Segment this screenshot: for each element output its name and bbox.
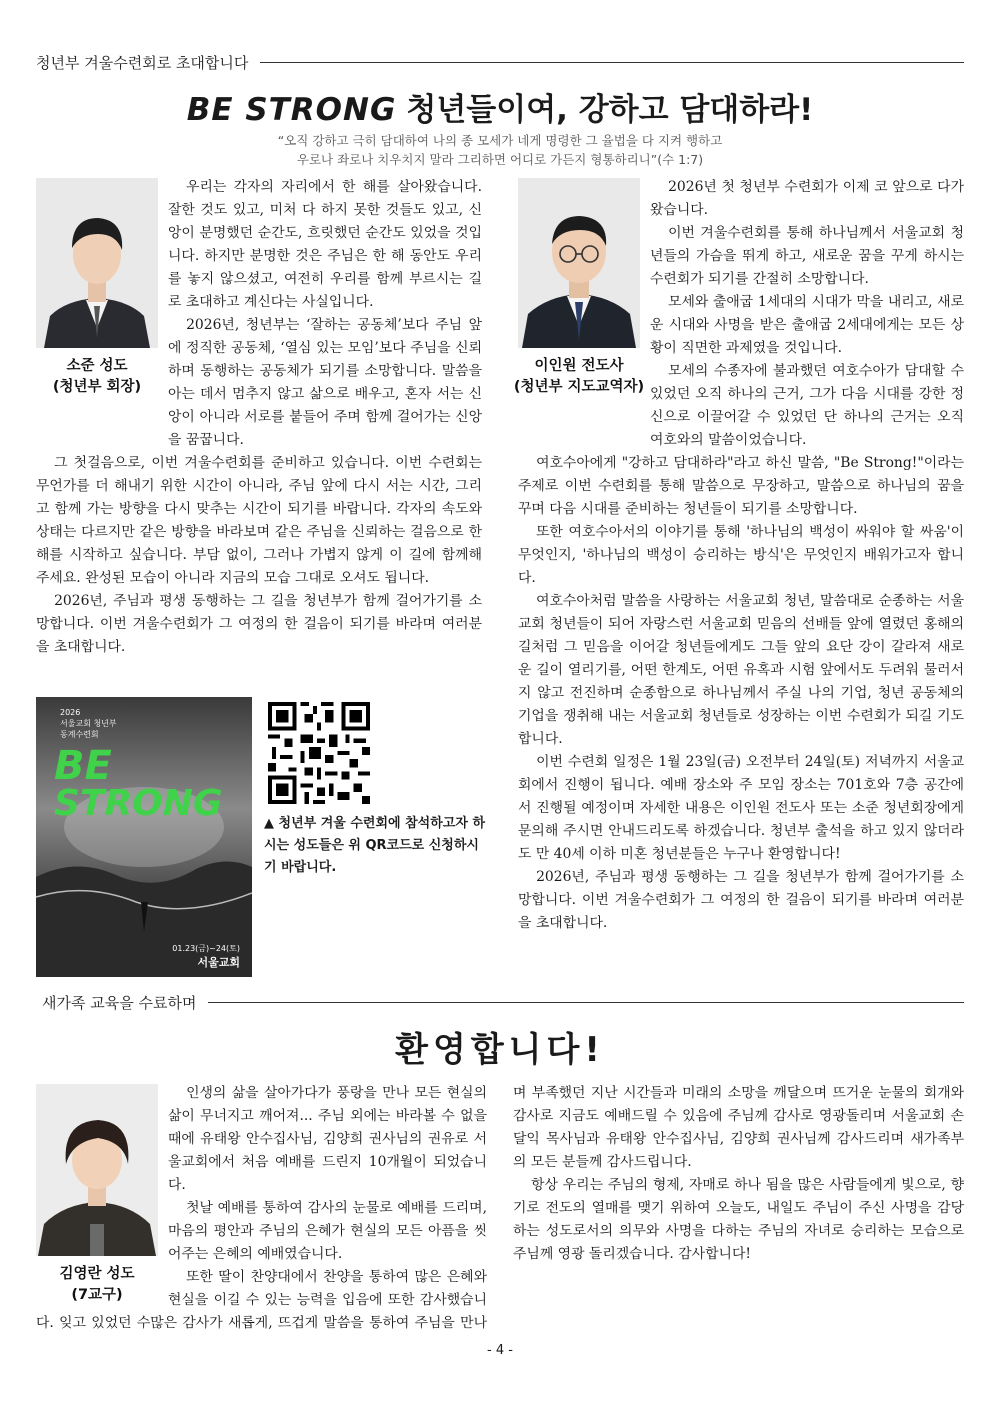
right-article-text: [518, 176, 964, 935]
section-header-label: 청년부 겨울수련회로 초대합니다: [36, 54, 249, 72]
poster-title: [54, 743, 223, 824]
qr-code-icon: [268, 702, 370, 804]
section-header: [36, 52, 964, 73]
author-role: (7교구): [71, 1287, 123, 1303]
paragraph: 이번 수련회 일정은 1월 23일(금) 오전부터 24일(토) 저녁까지 서울교회에서 진행이 됩니다. 예배 장소와 주 모임 장소는 701호와 7층 공간에서 진행될 예정이며 자세한 내용은 이인원 전도사 또는 소준 청년회장에게 문의해 주시면 안내드리도록 하겠습니다. 청년부 출석을 하고 있지 않더라도 만 40세 이하 미혼 청년분들은 누구나 환영합니다!: [518, 754, 964, 862]
paragraph: 우리는 각자의 자리에서 한 해를 살아왔습니다. 잘한 것도 있고, 미처 다 하지 못한 것들도 있고, 신앙이 분명했던 순간도, 흐릿했던 순간도 있었을 것입니다. 하지만 분명한 것은 주님은 한 해 동안도 우리를 놓지 않으셨고, 여전히 우리를 함께 부르시는 길로 초대하고 계신다는 사실입니다.: [168, 179, 482, 310]
section-header: [42, 992, 964, 1013]
poster-title-strong: STRONG: [54, 783, 223, 824]
author-name: 소준 성도: [66, 358, 128, 374]
paragraph: 여호수아에게 "강하고 담대하라"라고 하신 말씀, "Be Strong!"이라는 주제로 이번 수련회를 통해 말씀으로 무장하고, 말씀으로 하나님의 꿈을 꾸며 다음 시대를 준비하는 청년들이 되기를 소망합니다.: [518, 455, 964, 517]
qr-code[interactable]: [268, 702, 370, 804]
title-be-strong: BE STRONG: [186, 92, 397, 128]
paragraph: 이번 겨울수련회를 통해 하나님께서 서울교회 청년들의 가슴을 뛰게 하고, 새로운 꿈을 꾸게 하시는 수련회가 되기를 간절히 소망합니다.: [650, 225, 964, 287]
section-header-rule: [208, 1002, 964, 1003]
page-title: [0, 84, 1000, 129]
verse-line-1: “오직 강하고 극히 담대하여 나의 종 모세가 네게 명령한 그 율법을 다 지켜 행하고: [277, 133, 723, 148]
photo-spacer: [36, 1082, 168, 1310]
paragraph: 2026년, 주님과 평생 동행하는 그 길을 청년부가 함께 걸어가기를 소망합니다. 이번 겨울수련회가 그 여정의 한 걸음이 되기를 바라며 여러분을 초대합니다.: [36, 593, 482, 655]
poster-title-be: BE: [54, 743, 112, 789]
author-name: 김영란 성도: [59, 1266, 135, 1282]
paragraph: 2026년, 청년부는 ‘잘하는 공동체’보다 주님 앞에 정직한 공동체, ‘열심 있는 모임’보다 주님을 신뢰하며 동행하는 공동체가 되기를 소망합니다. 말씀을 아는 데서 멈추지 않고 삶으로 배우고, 혼자 서는 신앙이 아니라 서로를 붙들어 주며 함께 걸어가는 신앙을 꿈꿉니다.: [168, 317, 482, 448]
poster-date: 01.23(금)~24(토): [172, 944, 240, 953]
paragraph: 첫날 예배를 통하여 감사의 눈물로 예배를 드리며, 마음의 평안과 주님의 은혜가 현실의 모든 아픔을 씻어주는 은혜의 예배였습니다.: [168, 1200, 487, 1262]
section-header-label: 새가족 교육을 수료하며: [42, 994, 197, 1012]
paragraph: 모세의 수종자에 불과했던 여호수아가 담대할 수 있었던 오직 하나의 근거, 그가 다음 시대를 강한 정신으로 이끌어갈 수 있었던 단 하나의 근거는 오직 여호와의 말씀이었습니다.: [650, 363, 964, 448]
poster-footer: [172, 943, 240, 970]
poster-church: 서울교회 청년부: [60, 719, 117, 728]
author-role: (청년부 지도교역자): [513, 379, 645, 395]
photo-spacer: [518, 176, 650, 442]
section-header-rule: [260, 62, 964, 63]
poster-venue: 서울교회: [197, 956, 240, 969]
author-role: (청년부 회장): [52, 379, 142, 395]
bottom-article-text: [36, 1082, 964, 1342]
welcome-title: 환영합니다!: [395, 1030, 605, 1070]
left-article-text: [36, 176, 482, 659]
poster-year: 2026: [60, 708, 81, 717]
author-name: 이인원 전도사: [534, 358, 624, 374]
paragraph: 또한 여호수아서의 이야기를 통해 '하나님의 백성이 싸워야 할 싸움'이 무엇인지, '하나님의 백성이 승리하는 방식'은 무엇인지 배워가고자 합니다.: [518, 524, 964, 586]
paragraph: 인생의 삶을 살아가다가 풍랑을 만나 모든 현실의 삶이 무너지고 깨어져... 주님 외에는 바라볼 수 없을 때에 유태왕 안수집사님, 김양희 권사님의 권유로 서울교회에서 처음 예배를 드린지 10개월이 되었습니다.: [168, 1085, 487, 1193]
title-main: 청년들이여, 강하고 담대하라!: [406, 92, 814, 128]
photo-spacer: [36, 176, 168, 442]
paragraph: 모세와 출애굽 1세대의 시대가 막을 내리고, 새로운 시대와 사명을 받은 출애굽 2세대에게는 모든 상황이 직면한 과제였을 것입니다.: [650, 294, 964, 356]
retreat-poster: [36, 697, 252, 977]
bible-verse: [0, 131, 1000, 169]
paragraph: 2026년, 주님과 평생 동행하는 그 길을 청년부가 함께 걸어가기를 소망합니다. 이번 겨울수련회가 그 여정의 한 걸음이 되기를 바라며 여러분을 초대합니다.: [518, 869, 964, 931]
paragraph: 또한 딸이 찬양대에서 찬양을 통하여 많은 은혜와 현실을 이길 수 있는 능력을 입음에 또한 감사했습니다. 잊고 있었던 수많은 감사가 새롭게, 뜨겁게 말씀을 통하여 주님을 만나며 부족했던 지난 시간들과 미래의 소망을 깨달으며 뜨거운 눈물의 회개와 감사로 지금도 예배드릴 수 있음에 주님께 감사로 영광돌리며 서울교회 손달익 목사님과 유태왕 안수집사님, 김양희 권사님께 감사드리며 새가족부의 모든 분들께 감사드립니다.: [36, 1085, 964, 1331]
paragraph: 2026년 첫 청년부 수련회가 이제 코 앞으로 다가왔습니다.: [650, 179, 964, 218]
poster-event: 동계수련회: [60, 730, 99, 739]
page-number: - 4 -: [487, 1343, 513, 1358]
verse-line-2: 우로나 좌로나 치우치지 말라 그리하면 어디로 가든지 형통하리니”(수 1:7): [296, 152, 704, 167]
qr-caption: ▲ 청년부 겨울 수련회에 참석하고자 하시는 성도들은 위 QR코드로 신청하시기 바랍니다.: [264, 816, 485, 875]
paragraph: 여호수아처럼 말씀을 사랑하는 서울교회 청년, 말씀대로 순종하는 서울교회 청년들이 되어 자랑스런 서울교회 믿음의 선배들 앞에 열렸던 홍해의 길처럼 그 믿음을 이어갈 청년들에게도 그들 앞의 요단 강이 갈라져 새로운 길이 열리기를, 어떤 한계도, 어떤 유혹과 시험 앞에서도 두려워 물러서지 않고 전진하며 순종함으로 하나님께서 주실 나의 기업, 청년 공동체의 기업을 쟁취해 내는 서울교회 청년들로 성장하는 이번 수련회가 되길 기도합니다.: [518, 593, 964, 747]
paragraph: 그 첫걸음으로, 이번 겨울수련회를 준비하고 있습니다. 이번 수련회는 무언가를 더 해내기 위한 시간이 아니라, 주님 앞에 다시 서는 시간, 그리고 함께 가는 방향을 다시 맞추는 시간이 되기를 바랍니다. 각자의 속도와 상태는 다르지만 같은 방향을 바라보며 같은 주님을 신뢰하는 걸음으로 한 해를 시작하고 싶습니다. 부담 없이, 그러나 가볍지 않게 이 길에 함께해 주세요. 완성된 모습이 아니라 지금의 모습 그대로 오셔도 됩니다.: [36, 455, 482, 586]
paragraph: 항상 우리는 주님의 형제, 자매로 하나 됨을 많은 사람들에게 빛으로, 향기로 전도의 열매를 맺기 위하여 오늘도, 내일도 주님이 주신 사명을 감당하는 성도로서의 의무와 사명을 다하는 주님의 자녀로 승리하는 모습으로 주님께 영광 돌리겠습니다. 감사합니다!: [513, 1177, 964, 1262]
poster-heading: [60, 707, 117, 740]
